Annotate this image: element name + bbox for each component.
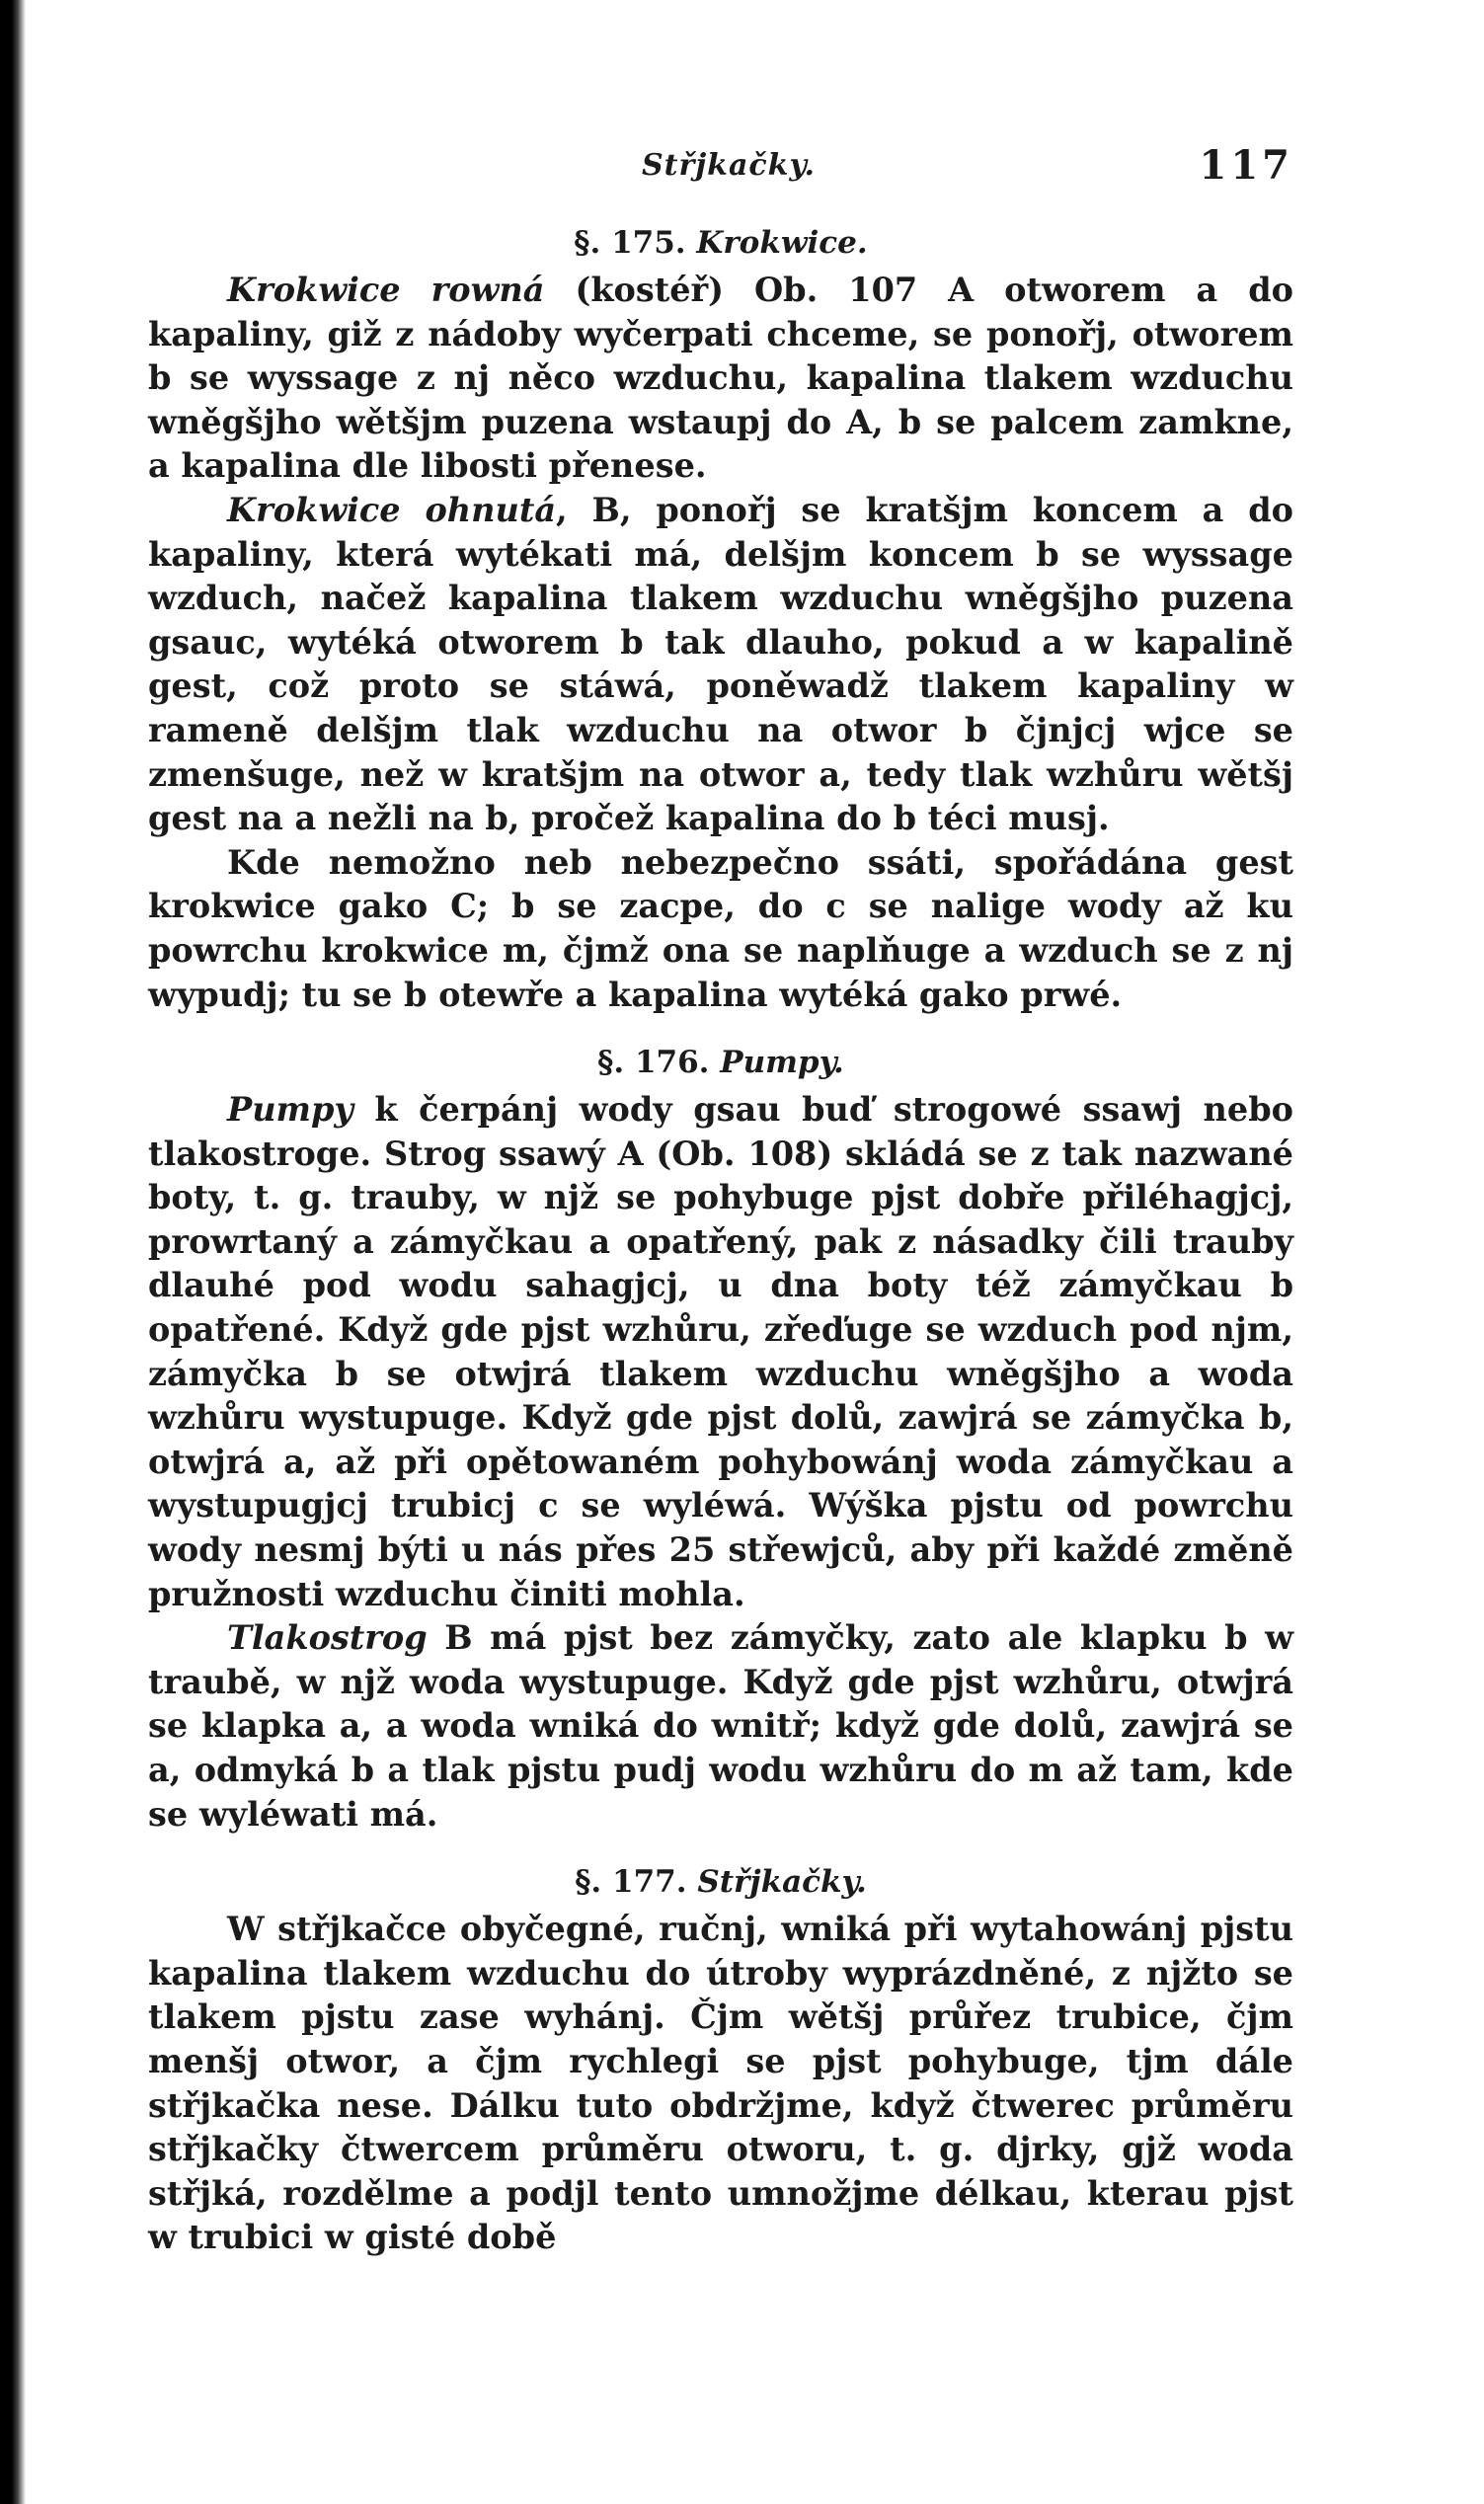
paragraph [148,1908,1293,2260]
book-page [148,142,1293,2260]
running-head-title: Střjkačky. [642,148,816,183]
running-head [148,142,1293,207]
paragraph-text: B má pjst bez zámyčky, zato ale klapku b w traubě, w njž woda wystupuge. Když gde pjst wzhůru, otwjrá se klapka a, a woda wniká do wnitř; když gde dolů, zawjrá se a, odmyká b a tlak pjstu pudj wodu wzhůru do m až tam, kde se wyléwati má. [148,1618,1293,1834]
paragraph [148,269,1293,489]
section-title: Pumpy. [720,1045,844,1081]
section-title: Krokwice. [696,225,868,261]
paragraph-lead: Krokwice rowná [227,271,545,309]
paragraph [148,489,1293,841]
section-heading [148,1045,1293,1080]
section-heading [148,1864,1293,1900]
paragraph-text: (kostéř) Ob. 107 A otworem a do kapaliny, giž z nádoby wyčerpati chceme, se ponořj, otworem b se wyssage z nj něco wzduchu, kapalina tlakem wzduchu wněgšjho wětšjm puzena wstaupj do A, b se palcem zamkne, a kapalina dle libosti přenese. [148,271,1293,486]
scan-left-border [0,0,26,2504]
paragraph-lead: Pumpy [227,1090,353,1130]
section-number: §. 176. [597,1045,710,1081]
section-title: Střjkačky. [697,1864,867,1901]
paragraph [148,1616,1293,1837]
section-number: §. 177. [575,1864,687,1901]
section-number: §. 175. [574,225,686,261]
paragraph [148,1088,1293,1616]
paragraph-text: k čerpánj wody gsau buď strogowé ssawj nebo tlakostroge. Strog ssawý A (Ob. 108) skládá se z tak nazwané boty, t. g. trauby, w njž se pohybuge pjst dobře přiléhagjcj, prowrtaný a zámyčkau a opatřený, pak z násadky čili trauby dlauhé pod wodu sahagjcj, u dna boty též zámyčkau b opatřené. Když gde pjst wzhůru, zřeďuge se wzduch pod njm, zámyčka b se otwjrá tlakem wzduchu wněgšjho a woda wzhůru wystupuge. Když gde pjst dolů, zawjrá se zámyčka b, otwjrá a, až při opětowaném pohybowánj woda zámyčkau a wystupugjcj trubicj c se wyléwá. Wýška pjstu od powrchu wody nesmj býti u nás přes 25 střewjců, aby při každé změně pružnosti wzduchu činiti mohla. [148,1090,1293,1613]
paragraph-text: , B, ponořj se kratšjm koncem a do kapaliny, která wytékati má, delšjm koncem b se wyssage wzduch, načež kapalina tlakem wzduchu wněgšjho puzena gsauc, wytéká otworem b tak dlauho, pokud a w kapalině gest, což proto se stáwá, poněwadž tlakem kapaliny w rameně delšjm tlak wzduchu na otwor b čjnjcj wjce se zmenšuge, než w kratšjm na otwor a, tedy tlak wzhůru wětšj gest na a nežli na b, pročež kapalina do b téci musj. [148,490,1293,838]
paragraph-lead: Krokwice ohnutá [227,490,557,529]
section-heading [148,225,1293,261]
paragraph [148,841,1293,1017]
paragraph-text: W střjkačce obyčegné, ručnj, wniká při wytahowánj pjstu kapalina tlakem wzduchu do útroby wyprázdněné, z njžto se tlakem pjstu zase wyhánj. Čjm wětšj průřez trubice, čjm menšj otwor, a čjm rychlegi se pjst pohybuge, tjm dále střjkačka nese. Dálku tuto obdržjme, když čtwerec průměru střjkačky čtwercem průměru otworu, t. g. djrky, gjž woda střjká, rozdělme a podjl tento umnožjme délkau, kterau pjst w trubici w gisté době [148,1910,1293,2257]
paragraph-text: Kde nemožno neb nebezpečno ssáti, spořádána gest krokwice gako C; b se zacpe, do c se nalige wody až ku powrchu krokwice m, čjmž ona se naplňuge a wzduch se z nj wypudj; tu se b otewře a kapalina wytéká gako prwé. [148,842,1293,1014]
page-number: 117 [1199,142,1293,189]
paragraph-lead: Tlakostrog [227,1618,428,1658]
